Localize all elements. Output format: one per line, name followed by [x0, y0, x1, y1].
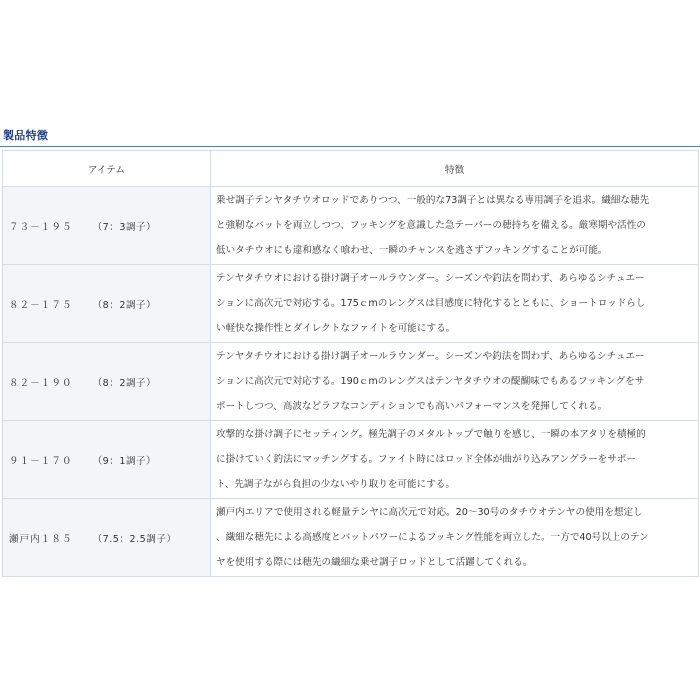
feature-line: テンヤタチウオにおける掛け調子オールラウンダー。シーズンや釣法を問わず、あらゆるシチュエー [216, 273, 645, 284]
feature-line: い軽快な操作性とダイレクトなファイトを可能にする。 [216, 323, 456, 334]
item-cell [3, 343, 211, 421]
action-ratio: （8：2調子） [92, 377, 157, 389]
table-row [3, 265, 699, 343]
feature-line: ションに高次元で対応する。175ｃmのレングスは目感度に特化するとともに、ショートロッドらし [216, 298, 646, 309]
feature-line: テンヤタチウオにおける掛け調子オールラウンダー。シーズンや釣法を問わず、あらゆるシチュエー [216, 351, 645, 362]
table-row [3, 187, 699, 265]
spec-table [2, 150, 699, 577]
feature-line: ポートしつつ、高波などラフなコンディションでも高いパフォーマンスを発揮してくれる。 [216, 401, 608, 412]
item-cell [3, 421, 211, 499]
feature-line: 、繊細な穂先による高感度とバットパワーによるフッキング性能を両立した。一方で40号以上のテン [216, 532, 649, 543]
feature-line: ト、先調子ながら負担の少ないやり取りを可能にする。 [216, 479, 455, 490]
table-row [3, 499, 699, 577]
model-name: ９１－１７０ [9, 455, 73, 467]
title-divider [0, 146, 700, 147]
item-cell [3, 187, 211, 265]
action-ratio: （7：3調子） [92, 221, 157, 233]
feature-line: と強靭なバットを両立しつつ、フッキングを意識した急テーパーの穂持ちを備える。厳寒期や活性の [216, 220, 646, 231]
model-name: 瀬戸内１８５ [9, 533, 73, 545]
feature-cell [211, 265, 699, 343]
action-ratio: （9：1調子） [92, 455, 157, 467]
feature-column-header: 特徴 [211, 151, 699, 187]
feature-cell [211, 499, 699, 577]
action-ratio: （8：2調子） [92, 299, 157, 311]
model-name: ８２－１９０ [9, 377, 73, 389]
item-cell [3, 499, 211, 577]
feature-line: 攻撃的な掛け調子にセッティング。極先調子のメタルトップで触りを感じ、一瞬の本アタリを積極的 [216, 429, 646, 440]
feature-line: 瀬戸内エリアで使用される軽量テンヤに高次元で対応。20～30号のタチウオテンヤの使用を想定し [216, 507, 643, 518]
feature-line: に掛けていく釣法にマッチングする。ファイト時にはロッド全体が曲がり込みアングラーをサポー [216, 454, 637, 465]
model-name: ８２－１７５ [9, 299, 73, 311]
feature-line: 低いタチウオにも違和感なく喰わせ、一瞬のチャンスを逃さずフッキングすることが可能。 [216, 245, 608, 256]
feature-cell [211, 187, 699, 265]
feature-cell [211, 421, 699, 499]
table-row [3, 343, 699, 421]
feature-line: ションに高次元で対応する。190ｃmのレングスはテンヤタチウオの醍醐味でもあるフッキングをサ [216, 376, 645, 387]
feature-cell [211, 343, 699, 421]
feature-line: ヤを使用する際には穂先の繊細な乗せ調子ロッドとして活躍してくれる。 [216, 557, 533, 568]
item-column-header: アイテム [3, 151, 211, 187]
item-cell [3, 265, 211, 343]
table-header-row [3, 151, 699, 187]
section-title: 製品特徴 [3, 129, 49, 142]
feature-line: 乗せ調子テンヤタチウオロッドでありつつ、一般的な73調子とは異なる専用調子を追求。繊細な穂先 [216, 195, 650, 206]
action-ratio: （7.5：2.5調子） [92, 533, 177, 545]
model-name: ７３－１９５ [9, 221, 73, 233]
table-row [3, 421, 699, 499]
